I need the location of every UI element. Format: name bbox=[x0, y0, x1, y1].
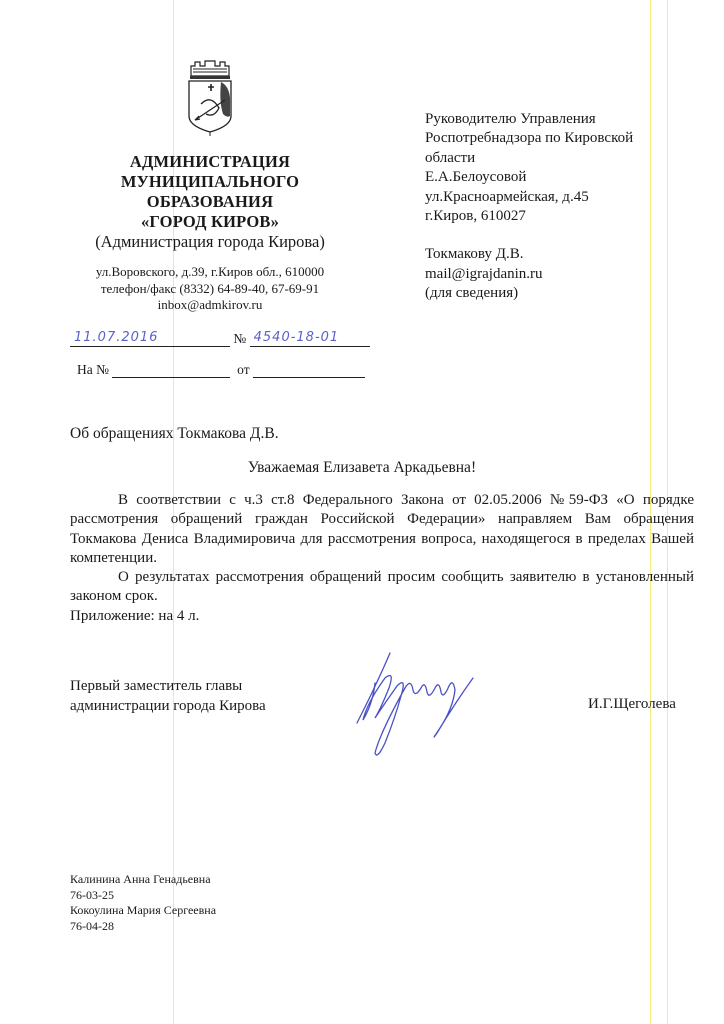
executor-name: Кокоулина Мария Сергеевна bbox=[70, 903, 217, 917]
handwritten-signature bbox=[345, 648, 485, 763]
letter-greeting: Уважаемая Елизавета Аркадьевна! bbox=[247, 459, 477, 476]
organization-email: inbox@admkirov.ru bbox=[157, 297, 263, 312]
organization-contacts bbox=[60, 264, 360, 314]
signatory-name: И.Г.Щеголева bbox=[588, 696, 676, 712]
attachment-note: Приложение: на 4 л. bbox=[70, 607, 200, 624]
registration-number-field bbox=[250, 330, 370, 347]
organization-title-line: «ГОРОД КИРОВ» bbox=[140, 212, 280, 231]
signatory-position-line: Первый заместитель главы bbox=[70, 678, 243, 694]
organization-title-line: АДМИНИСТРАЦИЯ bbox=[129, 152, 291, 171]
copy-recipient-line: mail@igrajdanin.ru bbox=[425, 265, 543, 282]
reply-to-line bbox=[77, 361, 365, 378]
recipient-line: Роспотребнадзора по Кировской bbox=[425, 130, 634, 147]
registration-line bbox=[70, 330, 370, 347]
organization-header bbox=[60, 152, 360, 252]
signatory-position-line: администрации города Кирова bbox=[70, 697, 266, 714]
organization-title-line: ОБРАЗОВАНИЯ bbox=[146, 192, 274, 211]
registration-number: 4540-18-01 bbox=[253, 330, 340, 345]
organization-title-line: МУНИЦИПАЛЬНОГО bbox=[120, 172, 300, 191]
number-label: № bbox=[233, 331, 247, 346]
letter-subject: Об обращениях Токмакова Д.В. bbox=[70, 425, 279, 442]
registration-date-field bbox=[70, 330, 230, 347]
from-label: от bbox=[237, 362, 250, 377]
organization-phone: телефон/факс (8332) 64-89-40, 67-69-91 bbox=[100, 280, 320, 296]
letter-body bbox=[70, 491, 694, 626]
recipient-line: Руководителю Управления bbox=[425, 111, 596, 127]
executor-phone: 76-04-28 bbox=[70, 918, 114, 933]
signatory-position bbox=[70, 677, 266, 716]
copy-recipient-line: Токмакову Д.В. bbox=[425, 246, 524, 263]
body-paragraph: В соответствии с ч.3 ст.8 Федерального Закона от 02.05.2006 №59-ФЗ «О порядке рассмотрения обращений граждан Российской Федерации» направляем Вам обращения Токмакова Дениса Владимировича для рассмотрения вопроса, находящегося в пределах Вашей компетенции. bbox=[70, 492, 694, 566]
executor-name: Калинина Анна Генадьевна bbox=[70, 872, 211, 886]
reply-to-label: На № bbox=[77, 362, 109, 377]
copy-recipient-line: (для сведения) bbox=[425, 285, 519, 302]
recipient-block bbox=[425, 110, 633, 304]
organization-subtitle: (Администрация города Кирова) bbox=[95, 232, 325, 251]
body-paragraph: О результатах рассмотрения обращений просим сообщить заявителю в установленный законом срок. bbox=[70, 569, 694, 605]
from-field bbox=[253, 361, 365, 378]
recipient-line: области bbox=[425, 149, 476, 166]
recipient-line: ул.Красноармейская, д.45 bbox=[425, 188, 589, 205]
coat-of-arms-icon bbox=[181, 58, 239, 138]
reply-to-field bbox=[112, 361, 230, 378]
executor-phone: 76-03-25 bbox=[70, 887, 114, 902]
organization-address: ул.Воровского, д.39, г.Киров обл., 610000 bbox=[95, 264, 325, 279]
recipient-line: г.Киров, 610027 bbox=[425, 208, 526, 225]
recipient-line: Е.А.Белоусовой bbox=[425, 169, 527, 186]
registration-date: 11.07.2016 bbox=[74, 330, 159, 345]
executors-block bbox=[70, 872, 216, 934]
